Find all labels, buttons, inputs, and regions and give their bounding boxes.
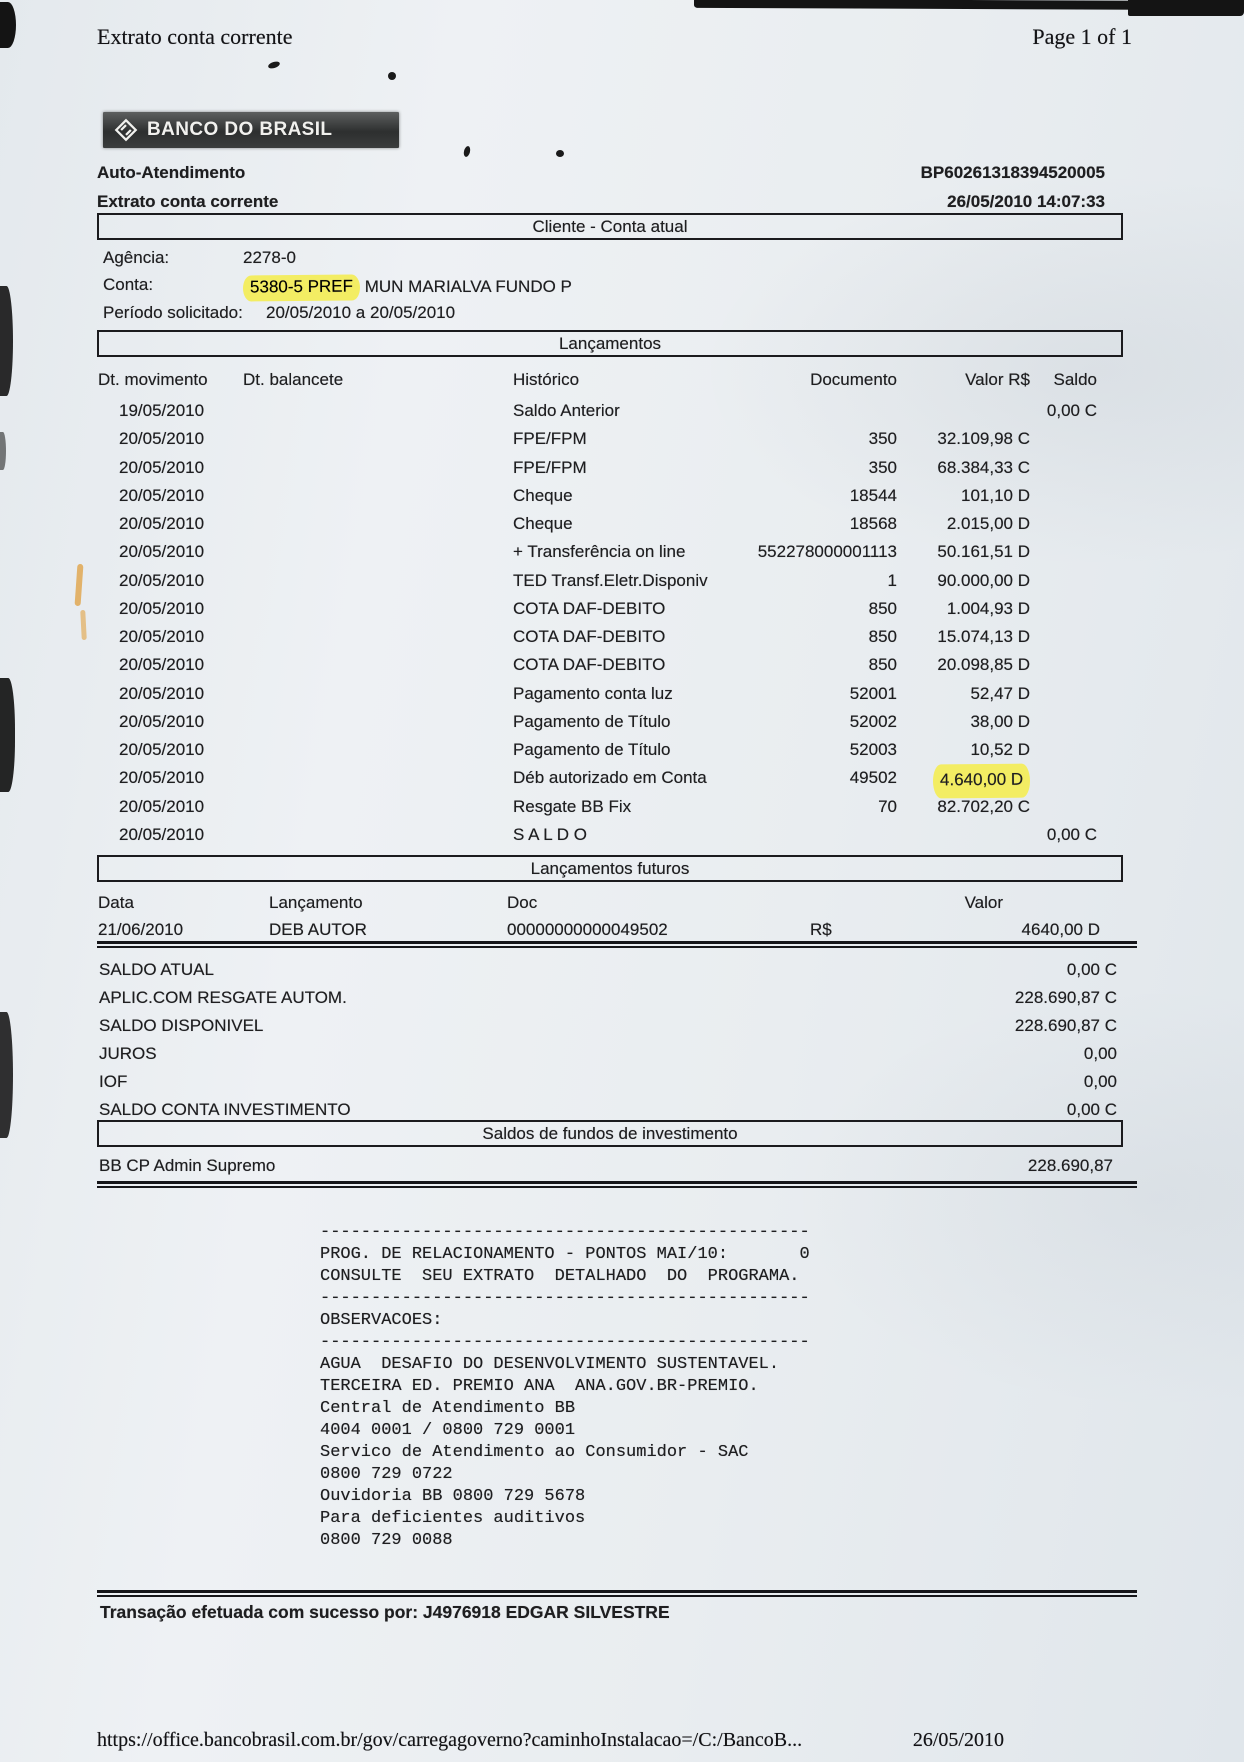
transaction-row — [97, 680, 1117, 708]
summary-label: SALDO DISPONIVEL — [99, 1016, 264, 1035]
document-number: 552278000001113 — [757, 542, 897, 562]
lancamentos-rows — [97, 397, 1117, 849]
conta-row — [97, 275, 1117, 299]
movement-date: 20/05/2010 — [119, 598, 205, 618]
divider-double-rule — [97, 941, 1137, 948]
movement-date: 20/05/2010 — [119, 796, 205, 816]
transaction-row — [97, 397, 1117, 425]
agencia-value: 2278-0 — [243, 248, 296, 267]
history-description: FPE/FPM — [513, 429, 587, 449]
history-description: TED Transf.Eletr.Disponiv — [513, 570, 708, 590]
footer-url: https://office.bancobrasil.com.br/gov/carregagoverno?caminhoInstalacao=/C:/BancoB... — [97, 1729, 803, 1751]
movement-date: 20/05/2010 — [119, 768, 205, 788]
report-name: Extrato conta corrente — [97, 192, 279, 211]
document-number: 49502 — [849, 768, 897, 788]
section-lancamentos-futuros — [97, 855, 1123, 882]
movement-date: 19/05/2010 — [119, 401, 205, 420]
print-title: Extrato conta corrente — [97, 24, 293, 49]
summary-value: 0,00 — [1083, 1044, 1117, 1063]
history-description: FPE/FPM — [513, 457, 587, 477]
amount-value: 15.074,13 D — [937, 627, 1030, 646]
history-description: Pagamento conta luz — [513, 683, 673, 703]
futuros-header-row — [97, 893, 1117, 915]
transaction-row — [97, 482, 1117, 510]
notice-line: 0800 729 0088 — [320, 1531, 453, 1550]
movement-date: 20/05/2010 — [119, 824, 205, 844]
notice-line: OBSERVACOES: — [320, 1311, 443, 1330]
movement-date: 20/05/2010 — [119, 683, 205, 703]
amount-value: 90.000,00 D — [937, 570, 1030, 590]
summary-row — [97, 956, 1117, 984]
section-title: Lançamentos — [558, 333, 662, 353]
history-description: + Transferência on line — [513, 542, 686, 562]
document-number: 18544 — [849, 485, 897, 505]
document-number: 850 — [868, 655, 897, 675]
transaction-row — [97, 793, 1117, 821]
transaction-row — [97, 736, 1117, 764]
periodo-row — [97, 303, 1117, 327]
summary-label: SALDO CONTA INVESTIMENTO — [99, 1100, 351, 1119]
summary-value: 228.690,87 C — [1014, 1016, 1117, 1035]
document-number: 52003 — [849, 740, 897, 759]
section-fundos-investimento — [97, 1120, 1123, 1147]
document-number: 70 — [878, 796, 897, 816]
movement-date: 20/05/2010 — [119, 655, 205, 675]
amount-value: 1.004,93 D — [946, 598, 1030, 618]
history-description: Saldo Anterior — [513, 401, 620, 420]
column-header-documento: Documento — [810, 370, 897, 389]
doc-header-row — [97, 192, 1105, 212]
history-description: Pagamento de Título — [513, 740, 671, 759]
amount-value: 38,00 D — [970, 711, 1030, 731]
section-title: Saldos de fundos de investimento — [482, 1123, 738, 1143]
notice-line: ------------------------------------------------ — [320, 1223, 810, 1242]
movement-date: 20/05/2010 — [119, 485, 205, 505]
section-cliente-conta-atual — [97, 213, 1123, 240]
conta-value-rest: MUN MARIALVA FUNDO P — [360, 277, 572, 296]
scan-artifact — [0, 678, 15, 792]
summary-value: 228.690,87 C — [1014, 988, 1117, 1007]
conta-label: Conta: — [103, 275, 154, 294]
scan-artifact — [1128, 0, 1244, 16]
column-header-lancamento: Lançamento — [269, 893, 363, 912]
balance-value: 0,00 C — [1046, 824, 1097, 844]
summary-label: JUROS — [99, 1044, 157, 1063]
divider-double-rule — [97, 1590, 1137, 1597]
summary-row — [97, 1040, 1117, 1068]
currency-symbol: R$ — [810, 920, 832, 939]
transaction-row — [97, 764, 1117, 792]
summary-value: 0,00 — [1083, 1072, 1117, 1091]
summary-value: 0,00 C — [1066, 1100, 1117, 1119]
column-header-data: Data — [98, 893, 134, 912]
history-description: COTA DAF-DEBITO — [513, 627, 666, 646]
conta-highlight: 5380-5 PREF — [243, 274, 360, 301]
logo-text: BANCO DO BRASIL — [147, 119, 333, 140]
amount-value: 50.161,51 D — [937, 542, 1030, 562]
banco-do-brasil-logo — [103, 112, 399, 148]
transaction-row — [97, 651, 1117, 679]
amount-value: 32.109,98 C — [937, 429, 1030, 449]
notice-line: ------------------------------------------------ — [320, 1333, 810, 1352]
document-number: 1 — [887, 570, 897, 590]
history-description: Déb autorizado em Conta — [513, 768, 707, 788]
transaction-row — [97, 538, 1117, 566]
divider-double-rule — [97, 1181, 1137, 1188]
amount-value: 20.098,85 D — [937, 655, 1030, 675]
history-description: COTA DAF-DEBITO — [513, 655, 666, 675]
agencia-label: Agência: — [103, 248, 170, 267]
movement-date: 20/05/2010 — [119, 627, 205, 646]
balance-value: 0,00 C — [1046, 401, 1097, 420]
scan-artifact — [463, 145, 471, 157]
print-header — [97, 24, 1132, 50]
bb-flower-icon — [114, 118, 138, 142]
section-lancamentos — [97, 330, 1123, 357]
transaction-row — [97, 454, 1117, 482]
column-header-saldo: Saldo — [1053, 370, 1097, 389]
transaction-row — [97, 510, 1117, 538]
transaction-row — [97, 595, 1117, 623]
amount-value: 4.640,00 D — [933, 764, 1030, 799]
history-description: Cheque — [513, 485, 573, 505]
history-description: Resgate BB Fix — [513, 796, 632, 816]
scan-artifact — [75, 564, 84, 606]
periodo-label: Período solicitado: — [103, 303, 243, 322]
column-header-dt-balancete: Dt. balancete — [243, 370, 344, 389]
transaction-row — [97, 425, 1117, 453]
transaction-row — [97, 623, 1117, 651]
future-type: DEB AUTOR — [269, 920, 367, 939]
future-doc-number: 00000000000049502 — [507, 920, 668, 939]
movement-date: 20/05/2010 — [119, 740, 205, 759]
notices-block — [320, 1222, 810, 1552]
report-datetime: 26/05/2010 14:07:33 — [947, 192, 1105, 211]
conta-value — [243, 275, 572, 301]
notice-line: 4004 0001 / 0800 729 0001 — [320, 1421, 576, 1440]
movement-date: 20/05/2010 — [119, 457, 205, 477]
summary-row — [97, 1068, 1117, 1096]
summary-value: 0,00 C — [1066, 960, 1117, 979]
scan-artifact — [556, 150, 564, 157]
amount-value: 68.384,33 C — [937, 457, 1030, 477]
column-header-valor: Valor R$ — [965, 370, 1030, 389]
summary-label: SALDO ATUAL — [99, 960, 214, 979]
transaction-row — [97, 708, 1117, 736]
document-number: 52002 — [849, 711, 897, 731]
amount-value: 10,52 D — [970, 740, 1030, 759]
movement-date: 20/05/2010 — [119, 542, 205, 562]
transaction-row — [97, 567, 1117, 595]
scan-artifact — [0, 286, 13, 396]
column-header-historico: Histórico — [513, 370, 580, 389]
transaction-status: Transação efetuada com sucesso por: J4976918 EDGAR SILVESTRE — [100, 1602, 670, 1622]
movement-date: 20/05/2010 — [119, 711, 205, 731]
transaction-row — [97, 821, 1117, 849]
future-date: 21/06/2010 — [98, 920, 184, 939]
doc-header-row — [97, 163, 1105, 183]
history-description: Pagamento de Título — [513, 711, 671, 731]
notice-line: ------------------------------------------------ — [320, 1289, 810, 1308]
balance-summary — [97, 956, 1117, 1124]
print-page-count: Page 1 of 1 — [1032, 24, 1132, 49]
fund-row — [97, 1156, 1117, 1180]
summary-label: APLIC.COM RESGATE AUTOM. — [99, 988, 347, 1007]
periodo-value: 20/05/2010 a 20/05/2010 — [266, 303, 456, 322]
scan-artifact — [267, 60, 280, 69]
notice-line: AGUA DESAFIO DO DESENVOLVIMENTO SUSTENTAVEL. — [320, 1355, 780, 1374]
protocol-number: BP60261318394520005 — [920, 163, 1105, 182]
notice-line: Central de Atendimento BB — [320, 1399, 576, 1418]
agencia-row — [97, 248, 1117, 272]
notice-line: 0800 729 0722 — [320, 1465, 453, 1484]
notice-line: Para deficientes auditivos — [320, 1509, 586, 1528]
summary-label: IOF — [99, 1072, 128, 1091]
service-name: Auto-Atendimento — [97, 163, 246, 182]
document-number: 350 — [868, 429, 897, 449]
movement-date: 20/05/2010 — [119, 514, 205, 533]
history-description: Cheque — [513, 514, 573, 533]
print-footer — [97, 1729, 1004, 1752]
fund-name: BB CP Admin Supremo — [99, 1156, 276, 1175]
section-title: Cliente - Conta atual — [532, 216, 688, 236]
document-number: 18568 — [849, 514, 897, 533]
amount-value: 101,10 D — [961, 485, 1030, 505]
summary-row — [97, 984, 1117, 1012]
scan-artifact — [0, 432, 6, 470]
scan-artifact — [80, 610, 87, 640]
amount-value: 52,47 D — [970, 683, 1030, 703]
history-description: S A L D O — [513, 824, 588, 844]
notice-line: TERCEIRA ED. PREMIO ANA ANA.GOV.BR-PREMIO. — [320, 1377, 759, 1396]
notice-line: Ouvidoria BB 0800 729 5678 — [320, 1487, 586, 1506]
amount-value: 82.702,20 C — [937, 796, 1030, 816]
scan-artifact — [388, 72, 396, 80]
column-header-doc: Doc — [507, 893, 538, 912]
scan-artifact — [0, 1012, 13, 1138]
summary-row — [97, 1012, 1117, 1040]
document-number: 850 — [868, 627, 897, 646]
movement-date: 20/05/2010 — [119, 429, 205, 449]
amount-value: 2.015,00 D — [946, 514, 1030, 533]
notice-line: Servico de Atendimento ao Consumidor - SAC — [320, 1443, 749, 1462]
lancamentos-header-row — [97, 370, 1117, 392]
notice-line: CONSULTE SEU EXTRATO DETALHADO DO PROGRAMA. — [320, 1267, 800, 1286]
section-title: Lançamentos futuros — [530, 858, 690, 878]
scan-artifact — [0, 2, 16, 48]
movement-date: 20/05/2010 — [119, 570, 205, 590]
column-header-valor: Valor — [964, 893, 1003, 912]
document-number: 850 — [868, 598, 897, 618]
notice-line: PROG. DE RELACIONAMENTO - PONTOS MAI/10: 0 — [320, 1245, 810, 1264]
fund-balance: 228.690,87 — [1027, 1156, 1113, 1175]
future-amount: 4640,00 D — [1021, 920, 1100, 939]
history-description: COTA DAF-DEBITO — [513, 598, 666, 618]
column-header-dt-movimento: Dt. movimento — [98, 370, 208, 389]
document-number: 350 — [868, 457, 897, 477]
document-number: 52001 — [849, 683, 897, 703]
footer-date: 26/05/2010 — [912, 1729, 1004, 1751]
